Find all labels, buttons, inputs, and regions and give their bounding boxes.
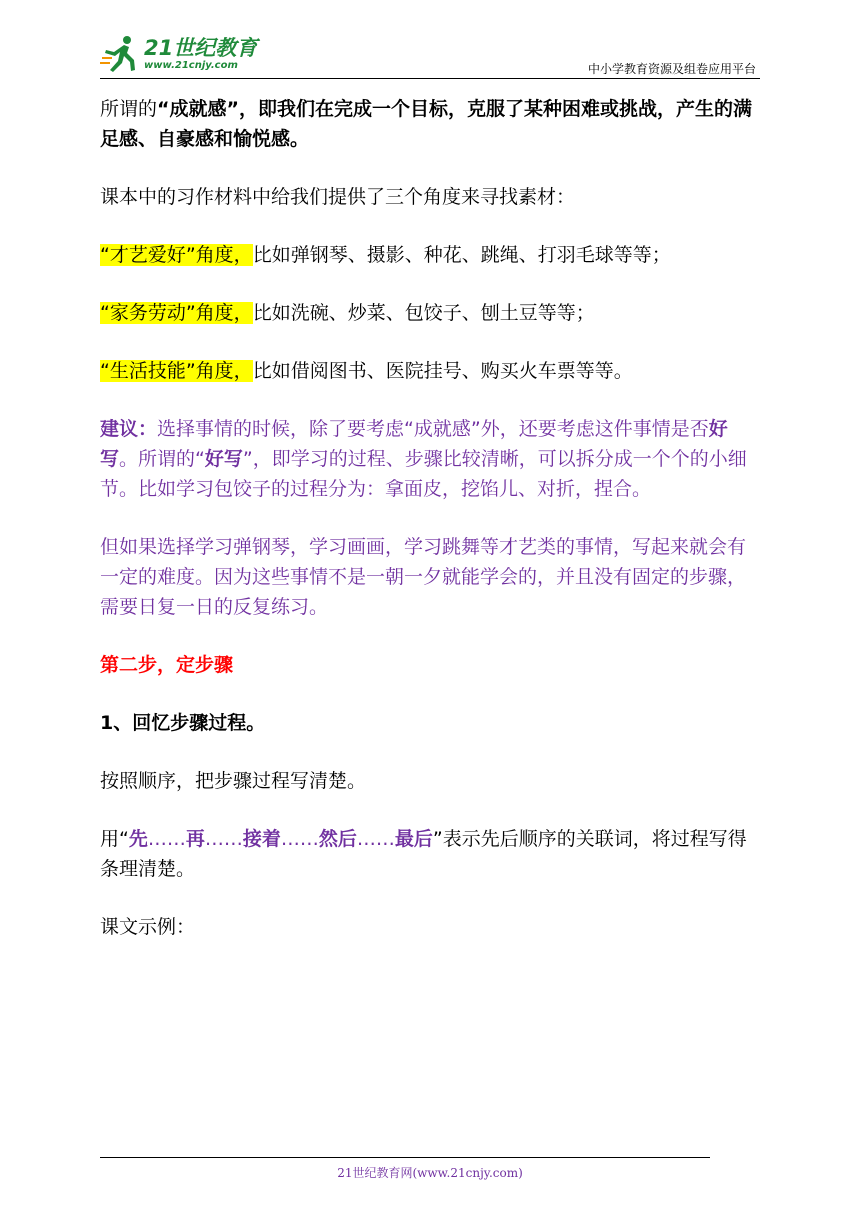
suggestion-text: ”，即学习的过程、步骤比较清晰，可以拆分成一个个的小细节。比如学习包饺子的过程分为：拿面皮，挖馅儿、对折，捏合。 [100, 448, 747, 500]
sequence-dots: …… [280, 828, 319, 850]
sequence-word: 再 [185, 828, 205, 850]
suggestion-paragraph [100, 414, 762, 504]
footer-divider [100, 1157, 710, 1158]
step-heading: 第二步，定步骤 [100, 654, 234, 676]
sequence-word: 接着 [242, 828, 281, 850]
platform-text: 中小学教育资源及组卷应用平台 [587, 62, 756, 76]
suggestion-text: 。所谓的“ [119, 448, 205, 470]
sequence-paragraph [100, 824, 762, 884]
example-label: 课文示例： [100, 916, 196, 938]
sequence-dots: …… [147, 828, 186, 850]
angle-item [100, 298, 762, 328]
sequence-dots: …… [204, 828, 243, 850]
sequence-dots: …… [356, 828, 395, 850]
definition-lead: 所谓的 [100, 98, 158, 120]
difficulty-paragraph: 但如果选择学习弹钢琴，学习画画，学习跳舞等才艺类的事情，写起来就会有一定的难度。因为这些事情不是一朝一夕就能学会的，并且没有固定的步骤，需要日复一日的反复练习。 [100, 536, 747, 618]
sequence-text: ”表示先后顺序的关联词，将过程写得条理清楚。 [100, 828, 747, 880]
logo-url: www.21cnjy.com [144, 60, 238, 71]
header-divider [100, 78, 760, 79]
angle-tag: “家务劳动”角度， [100, 302, 253, 324]
site-logo [100, 30, 270, 78]
sequence-word: 最后 [394, 828, 433, 850]
angle-item [100, 240, 762, 270]
suggestion-label: 建议： [100, 418, 158, 440]
angle-tag: “生活技能”角度， [100, 360, 253, 382]
logo-text: 21世纪教育 [144, 36, 258, 60]
angle-text: 比如洗碗、炒菜、包饺子、刨土豆等等； [252, 302, 595, 324]
angle-text: 比如借阅图书、医院挂号、购买火车票等等。 [252, 360, 633, 382]
angle-text: 比如弹钢琴、摄影、种花、跳绳、打羽毛球等等； [252, 244, 671, 266]
sequence-word: 先 [128, 828, 148, 850]
sequence-word: 然后 [318, 828, 357, 850]
definition-paragraph [100, 94, 762, 154]
page-footer: 21世纪教育网(www.21cnjy.com) [337, 1166, 523, 1180]
material-intro: 课本中的习作材料中给我们提供了三个角度来寻找素材： [100, 186, 576, 208]
suggestion-keyword: 好写 [100, 418, 728, 470]
runner-logo-icon [100, 34, 140, 74]
suggestion-text: 选择事情的时候，除了要考虑“成就感”外，还要考虑这件事情是否 [157, 418, 709, 440]
document-body [100, 94, 762, 970]
sequence-text: 用“ [100, 828, 129, 850]
angle-tag: “才艺爱好”角度， [100, 244, 253, 266]
angle-item [100, 356, 762, 386]
page-header [100, 30, 760, 80]
recall-heading: 1、回忆步骤过程。 [100, 712, 266, 734]
order-paragraph: 按照顺序，把步骤过程写清楚。 [100, 770, 367, 792]
suggestion-keyword: 好写 [204, 448, 243, 470]
definition-bold: “成就感”，即我们在完成一个目标，克服了某种困难或挑战，产生的满足感、自豪感和愉悦感。 [100, 98, 752, 150]
